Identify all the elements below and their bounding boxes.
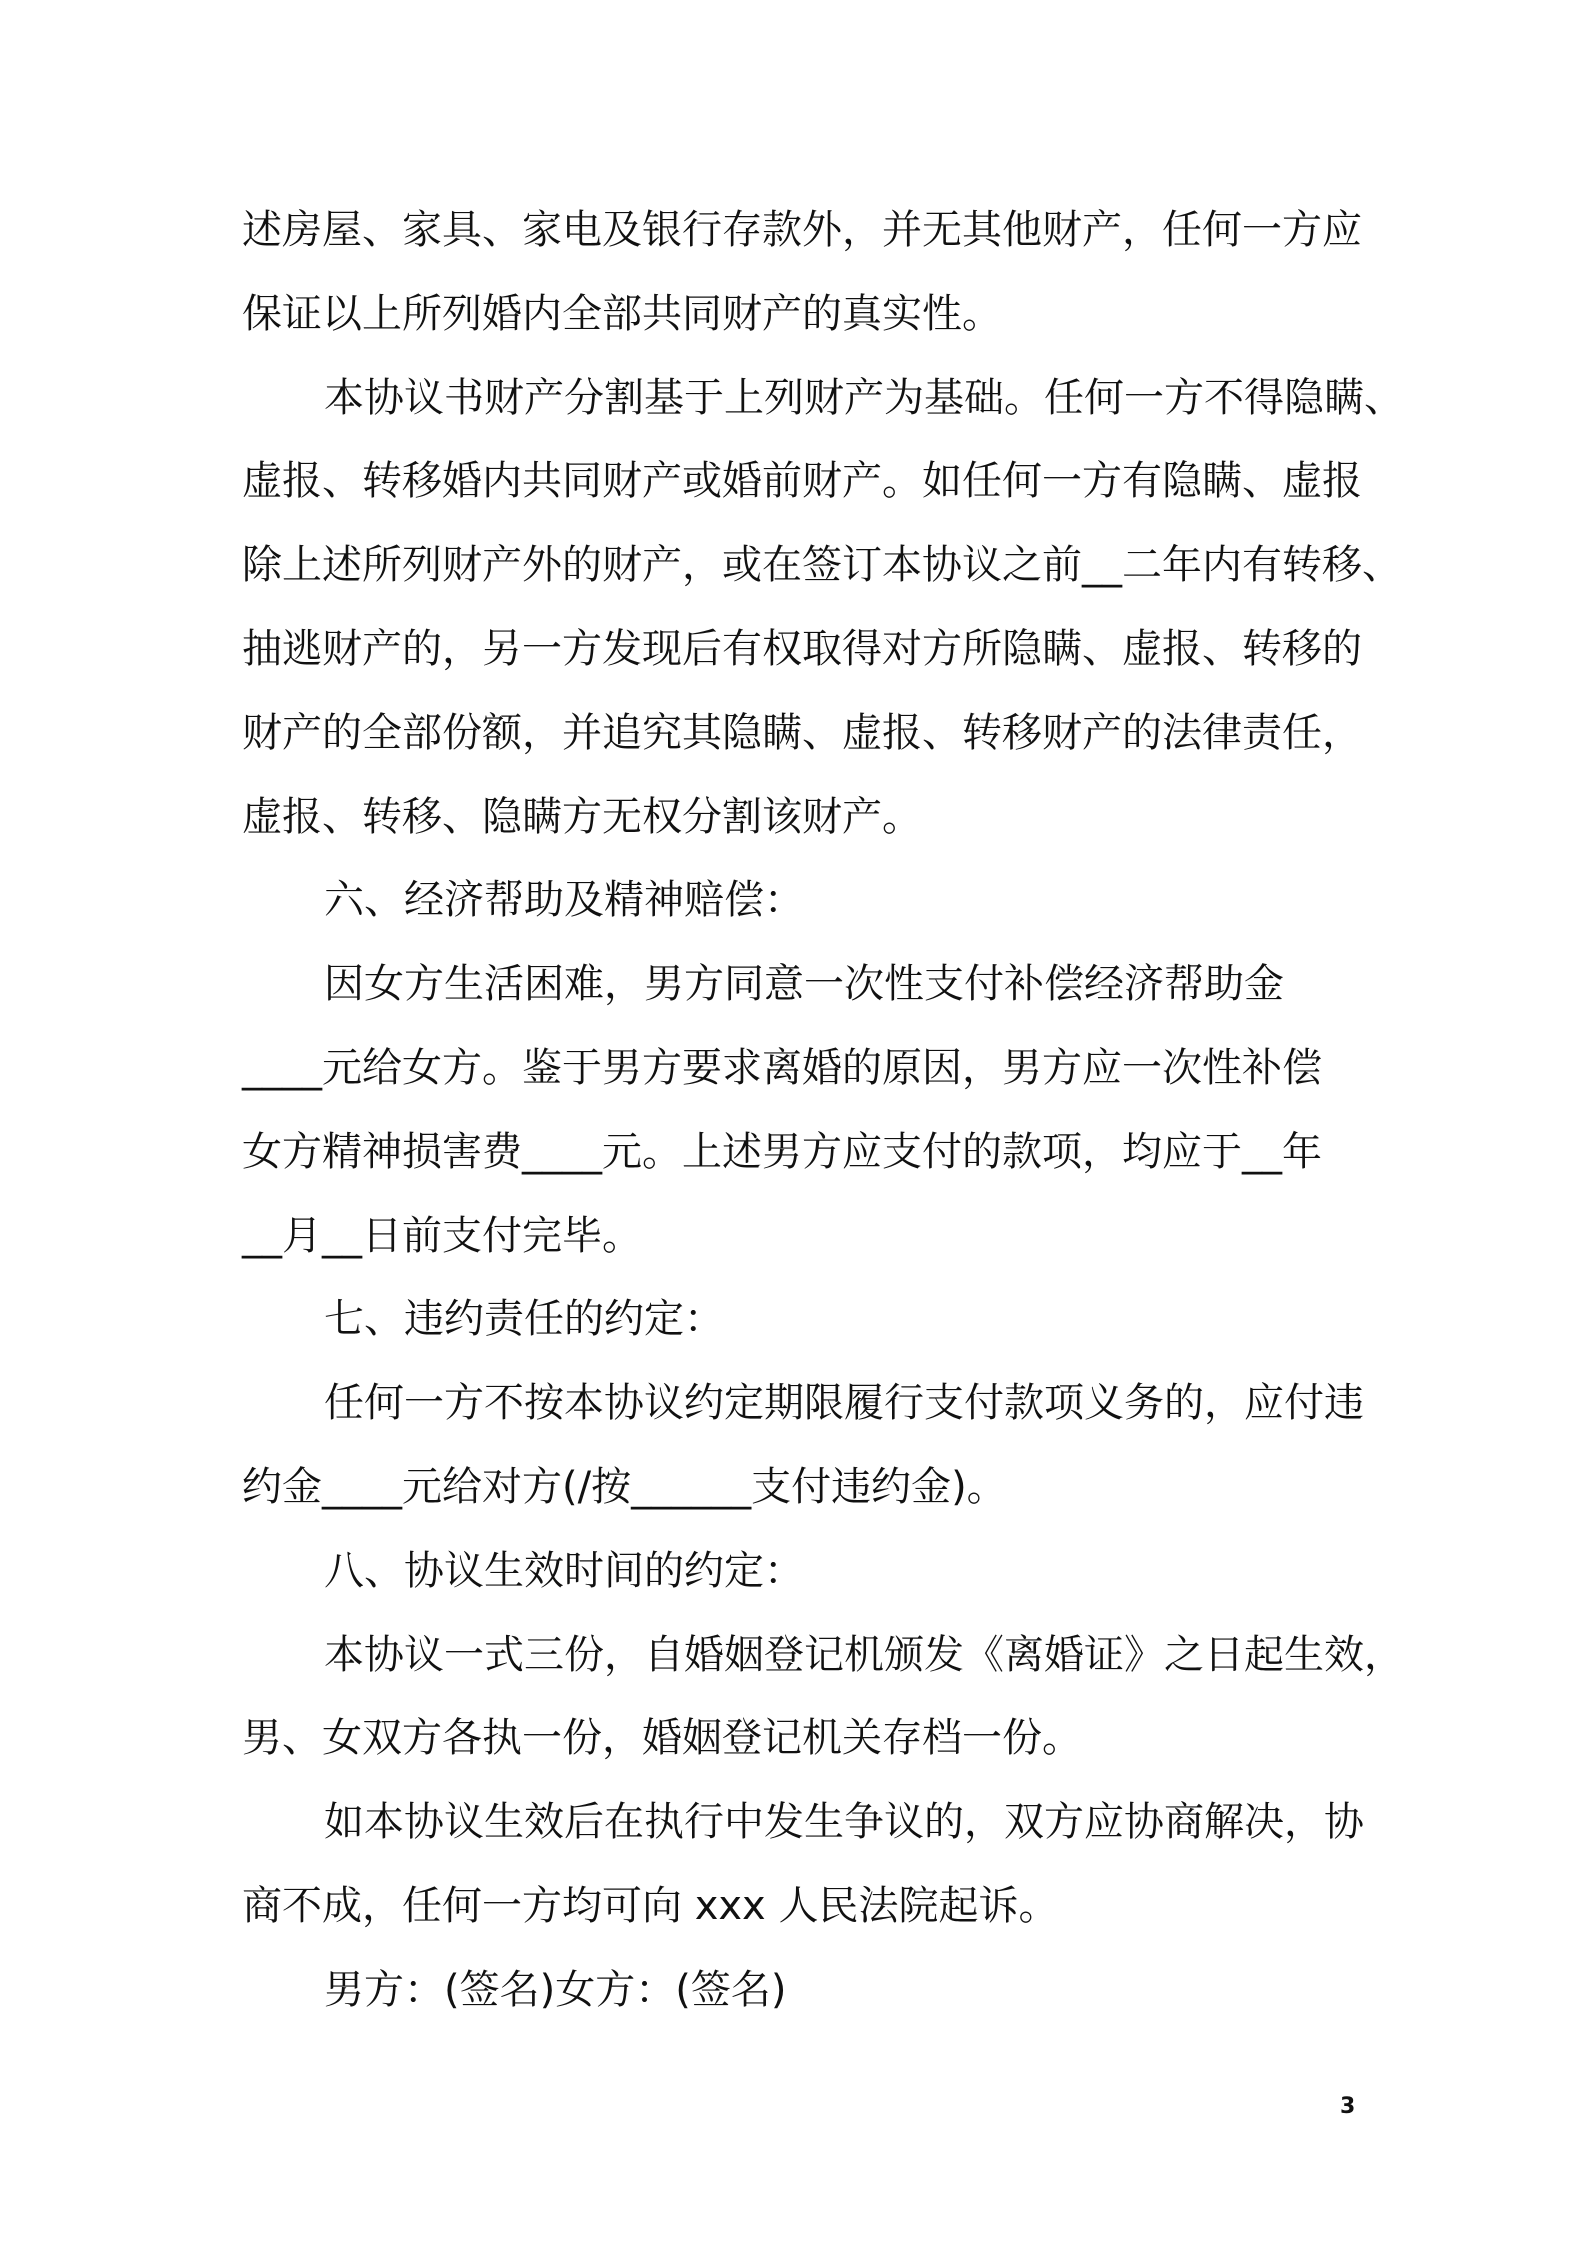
text-line: 虚报、转移婚内共同财产或婚前财产。如任何一方有隐瞒、虚报 xyxy=(242,458,1362,505)
paragraph xyxy=(242,357,1482,860)
text-line: ____元给女方。鉴于男方要求离婚的原因，男方应一次性补偿 xyxy=(242,1044,1322,1091)
text-line: 财产的全部份额，并追究其隐瞒、虚报、转移财产的法律责任， xyxy=(242,709,1362,756)
heading-text: 八、协议生效时间的约定： xyxy=(324,1547,804,1594)
text-line: 男方：(签名)女方：(签名) xyxy=(324,1966,787,2013)
text-line: 述房屋、家具、家电及银行存款外，并无其他财产，任何一方应 xyxy=(242,207,1362,253)
paragraph xyxy=(242,1362,1482,1530)
page-number: 3 xyxy=(1340,2094,1356,2119)
text-line: 男、女双方各执一份，婚姻登记机关存档一份。 xyxy=(242,1715,1082,1762)
heading-text: 六、经济帮助及精神赔偿： xyxy=(324,877,804,924)
paragraph xyxy=(242,1614,1482,1782)
section-heading xyxy=(242,1530,1482,1614)
text-line: 女方精神损害费____元。上述男方应支付的款项，均应于__年 xyxy=(242,1128,1322,1175)
text-line: 抽逃财产的，另一方发现后有权取得对方所隐瞒、虚报、转移的 xyxy=(242,625,1362,672)
text-line: 任何一方不按本协议约定期限履行支付款项义务的，应付违 xyxy=(324,1380,1364,1427)
text-line: 本协议一式三份，自婚姻登记机颁发《离婚证》之日起生效， xyxy=(324,1631,1404,1678)
signature-line xyxy=(242,1949,1482,2033)
text-line: 如本协议生效后在执行中发生争议的，双方应协商解决，协 xyxy=(324,1799,1364,1846)
document-body xyxy=(242,189,1482,2033)
section-heading xyxy=(242,1278,1482,1362)
text-line: 商不成，任何一方均可向 xxx 人民法院起诉。 xyxy=(242,1882,1059,1929)
text-line: 约金____元给对方(/按______支付违约金)。 xyxy=(242,1463,1007,1510)
text-line: __月__日前支付完毕。 xyxy=(242,1212,642,1259)
text-line: 除上述所列财产外的财产，或在签订本协议之前__二年内有转移、 xyxy=(242,542,1402,589)
text-line: 虚报、转移、隐瞒方无权分割该财产。 xyxy=(242,793,922,840)
paragraph xyxy=(242,1781,1482,1949)
paragraph-continued xyxy=(242,189,1482,357)
text-line: 本协议书财产分割基于上列财产为基础。任何一方不得隐瞒、 xyxy=(324,374,1404,421)
section-heading xyxy=(242,859,1482,943)
text-line: 保证以上所列婚内全部共同财产的真实性。 xyxy=(242,290,1002,337)
heading-text: 七、违约责任的约定： xyxy=(324,1296,724,1343)
text-line: 因女方生活困难，男方同意一次性支付补偿经济帮助金 xyxy=(324,961,1284,1008)
paragraph xyxy=(242,943,1482,1278)
